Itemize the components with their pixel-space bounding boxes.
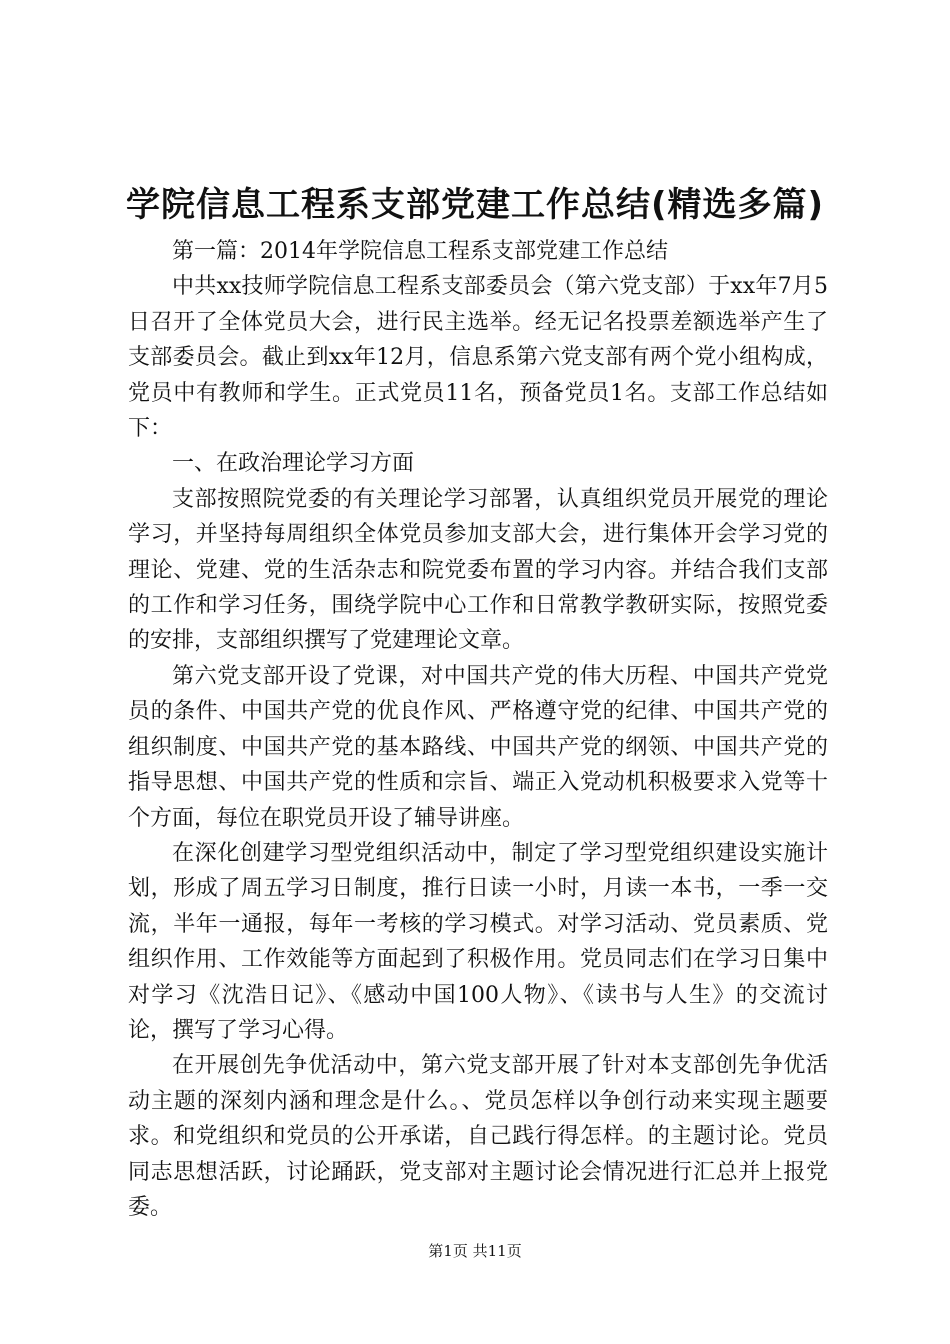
document-title: 学院信息工程系支部党建工作总结(精选多篇) (125, 185, 825, 225)
body-paragraph: 第六党支部开设了党课，对中国共产党的伟大历程、中国共产党党员的条件、中国共产党的优良作风、严格遵守党的纪律、中国共产党的组织制度、中国共产党的基本路线、中国共产党的纲领、中国共产党的指导思想、中国共产党的性质和宗旨、端正入党动机积极要求入党等十个方面，每位在职党员开设了辅导讲座。 (128, 663, 828, 831)
body-paragraph: 在开展创先争优活动中，第六党支部开展了针对本支部创先争优活动主题的深刻内涵和理念是什么。、党员怎样以争创行动来实现主题要求。和党组织和党员的公开承诺，自己践行得怎样。的主题讨论。党员同志思想活跃，讨论踊跃，党支部对主题讨论会情况进行汇总并上报党委。 (128, 1053, 828, 1220)
body-paragraph: 中共xx技师学院信息工程系支部委员会（第六党支部）于xx年7月5日召开了全体党员大会，进行民主选举。经无记名投票差额选举产生了支部委员会。截止到xx年12月，信息系第六党支部有两个党小组构成，党员中有教师和学生。正式党员11名，预备党员1名。支部工作总结如下： (128, 274, 829, 442)
page-number-footer: 第1页 共11页 (428, 1242, 522, 1260)
section-heading: 一、在政治理论学习方面 (172, 451, 415, 477)
section-heading: 第一篇：2014年学院信息工程系支部党建工作总结 (172, 239, 668, 264)
body-paragraph: 支部按照院党委的有关理论学习部署，认真组织党员开展党的理论学习，并坚持每周组织全体党员参加支部大会，进行集体开会学习党的理论、党建、党的生活杂志和院党委布置的学习内容。并结合我们支部的工作和学习任务，围绕学院中心工作和日常教学教研实际，按照党委的安排，支部组织撰写了党建理论文章。 (128, 486, 828, 654)
body-paragraph: 在深化创建学习型党组织活动中，制定了学习型党组织建设实施计划，形成了周五学习日制度，推行日读一小时，月读一本书，一季一交流，半年一通报，每年一考核的学习模式。对学习活动、党员素质、党组织作用、工作效能等方面起到了积极作用。党员同志们在学习日集中对学习《沈浩日记》、《感动中国100人物》、《读书与人生》的交流讨论，撰写了学习心得。 (128, 840, 828, 1043)
document-body (128, 234, 828, 1225)
